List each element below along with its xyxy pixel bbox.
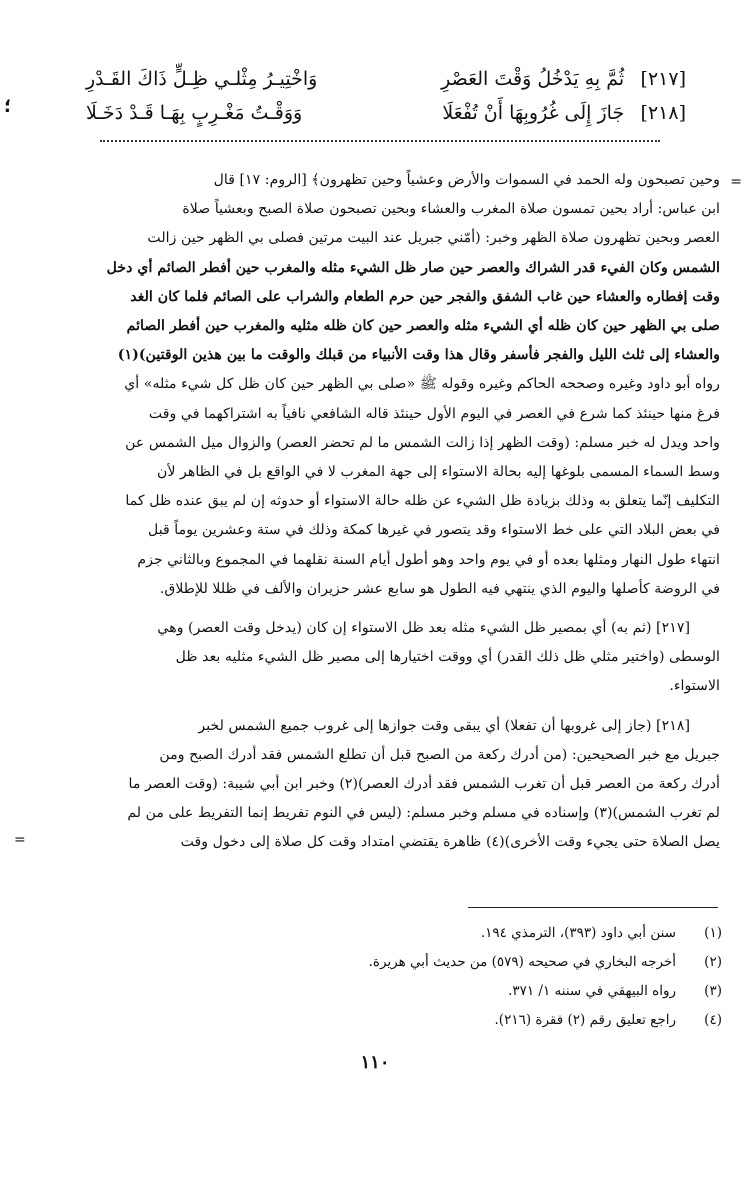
verse-block	[86, 62, 686, 130]
footnotes	[42, 918, 722, 1034]
text-line: الشمس وكان الفيء قدر الشراك والعصر حين صار ظل الشيء مثله والمغرب حين أفطر الصائم أي دخل	[106, 259, 720, 276]
continuation-marker: =	[14, 832, 26, 849]
footnote-number: (٤)	[704, 1011, 722, 1028]
verse-first-hemistich: جَازَ إِلَى غُرُوبِهَا أَنْ تُفْعَلَا	[442, 102, 625, 124]
verse-first-hemistich: ثُمَّ بِهِ يَدْخُلُ وَقْتَ العَصْرِ	[441, 68, 625, 90]
text-line: والعشاء إلى ثلث الليل والفجر فأسفر وقال هذا وقت الأنبياء من قبلك والوقت ما بين هذين الوقتين)(١)	[117, 347, 720, 364]
footnote-text: رواه البيهقي في سننه ١/ ٣٧١.	[508, 982, 676, 999]
verse-line	[86, 62, 686, 96]
verse-second-hemistich: وَاخْتِيـرُ مِثْلـي ظِـلٍّ ذَاكَ القَـدْرِ	[85, 68, 318, 90]
footnote-text: راجع تعليق رقم (٢) فقرة (٢١٦).	[494, 1011, 676, 1028]
margin-mark: ؛	[4, 96, 12, 117]
text-line: رواه أبو داود وغيره وصححه الحاكم وغيره وقوله ﷺ «صلى بي الظهر حين كان ظل كل شيء مثله» أي	[124, 376, 720, 393]
footnote-text: أخرجه البخاري في صحيحه (٥٧٩) من حديث أبي هريرة.	[368, 953, 676, 970]
verse-line	[86, 96, 686, 130]
dotted-separator	[100, 140, 660, 142]
text-line: الوسطى (واختير مثلي ظل ذلك القدر) أي ووقت اختيارها إلى مصير ظل الشيء مثليه بعد ظل	[175, 649, 720, 666]
verse-second-hemistich: وَوَقْـتُ مَغْـرِبٍ بِهَـا قَـدْ دَخَـلَا	[85, 102, 303, 124]
footnote	[42, 1005, 722, 1034]
text-line: الاستواء.	[669, 678, 720, 695]
verse-number: [٢١٨]	[640, 102, 686, 124]
footnote	[42, 947, 722, 976]
text-line: في الروضة كأصلها واليوم الذي ينتهي فيه الطول هو سابع عشر حزيران والألف في ظللا للإطلاق.	[159, 580, 720, 597]
text-line: لم تغرب الشمس)(٣) وإسناده في مسلم وخبر مسلم: (ليس في النوم تفريط إنما التفريط على من لم	[127, 805, 720, 822]
text-line: أدرك ركعة من العصر قبل أن تغرب الشمس فقد أدرك العصر)(٢) وخبر ابن أبي شيبة: (وقت العصر ما	[128, 776, 720, 793]
footnote	[42, 976, 722, 1005]
text-line: ابن عباس: أراد بحين تمسون صلاة المغرب والعشاء وبحين تصبحون صلاة الصبح وبعشياً صلاة	[182, 201, 720, 218]
text-line: التكليف إنّما يتعلق به وذلك بزيادة ظل الشيء عن ظله حالة الاستواء أو حدوثه إن لم يبق عنده ظل كما	[125, 493, 720, 510]
commentary-body	[14, 166, 742, 858]
text-line: وقت إفطاره والعشاء حين غاب الشفق والفجر حين حرم الطعام والشراب على الصائم فلما كان الغد	[130, 288, 720, 305]
text-line: العصر وبحين تظهرون صلاة الظهر وخبر: (أمّني جبريل عند البيت مرتين فصلى بي الظهر حين زالت	[147, 230, 720, 247]
text-line: انتهاء طول النهار ومثلها بعده أو في يوم واحد وهو أطول أيام السنة نقلهما في المجموع وبالثاني جزم	[137, 551, 720, 568]
text-line: في بعض البلاد التي على خط الاستواء وقد يتصور في غيرها كمكة وذلك في ستة وعشرين يوماً قبل	[147, 522, 720, 539]
footnote	[42, 918, 722, 947]
text-line: [٢١٧] (ثم به) أي بمصير ظل الشيء مثله بعد ظل الاستواء إن كان (يدخل وقت العصر) وهي	[157, 620, 690, 637]
page-number: ١١٠	[360, 1052, 390, 1073]
footnote-number: (٣)	[704, 982, 722, 999]
continuation-marker: =	[730, 174, 742, 190]
text-line: يصل الصلاة حتى يجيء وقت الأخرى)(٤) ظاهرة يقتضي امتداد وقت كل صلاة إلى دخول وقت	[180, 834, 720, 851]
footnote-number: (٢)	[704, 953, 722, 970]
footnote-text: سنن أبي داود (٣٩٣)، الترمذي ١٩٤.	[480, 924, 676, 941]
text-line: وحين تصبحون وله الحمد في السموات والأرض وعشياً وحين تظهرون﴾ [الروم: ١٧] قال	[213, 172, 720, 188]
text-line: وسط السماء المسمى بلوغها إليه بحالة الاستواء إلى جهة المغرب لا في الواقع بل في الظاهر لأن	[157, 464, 720, 481]
text-line: واحد ويدل له خبر مسلم: (وقت الظهر إذا زالت الشمس ما لم تحضر العصر) والزوال ميل الشمس عن	[125, 434, 720, 451]
text-line: [٢١٨] (جاز إلى غروبها أن تفعلا) أي يبقى وقت جوازها إلى غروب جميع الشمس لخبر	[198, 717, 690, 734]
footnote-number: (١)	[704, 924, 722, 941]
commentary-paragraph	[30, 614, 720, 702]
footnote-rule	[468, 907, 718, 908]
text-line: صلى بي الظهر حين كان ظله أي الشيء مثله والعصر حين كان ظله مثليه والمغرب حين أفطر الصائم	[126, 318, 720, 335]
verse-number: [٢١٧]	[640, 68, 686, 90]
text-line: فرغ منها حينئذ كما شرع في العصر في اليوم الأول حينئذ قاله الشافعي نافياً به اشتراكهما في وقت	[148, 405, 720, 422]
commentary-paragraph	[30, 166, 742, 604]
text-line: جبريل مع خبر الصحيحين: (من أدرك ركعة من الصبح قبل أن تطلع الشمس فقد أدرك الصبح ومن	[159, 746, 720, 763]
commentary-paragraph	[14, 712, 720, 858]
